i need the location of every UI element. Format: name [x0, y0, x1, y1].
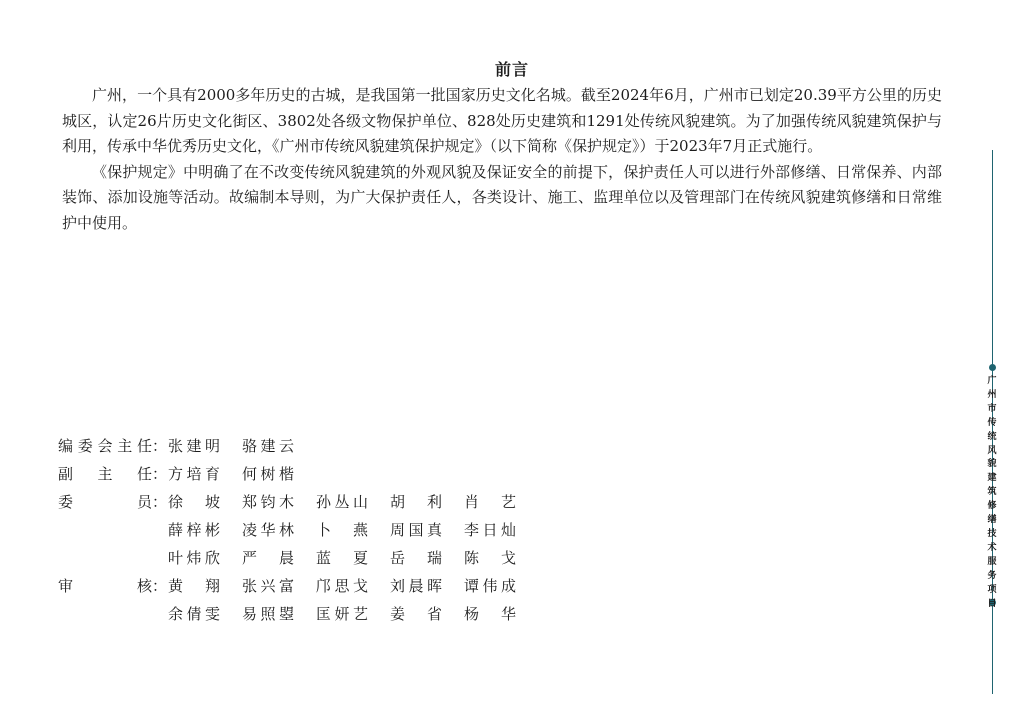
committee-member-name: 肖 艺	[464, 493, 516, 511]
committee-names	[168, 572, 538, 600]
committee-role	[58, 432, 168, 460]
committee-row	[58, 460, 538, 488]
committee-role	[58, 488, 168, 516]
committee-names	[168, 600, 538, 628]
committee-role-colon	[152, 544, 168, 572]
committee-member-name: 凌 华 林	[242, 521, 294, 539]
committee-role-colon: ：	[152, 493, 168, 511]
editorial-committee	[58, 432, 538, 628]
committee-member-name: 卜 燕	[316, 521, 368, 539]
committee-member-name: 周 国 真	[390, 521, 442, 539]
committee-role	[58, 544, 168, 572]
committee-member-name: 徐 坡	[168, 493, 220, 511]
committee-role-label	[58, 516, 152, 544]
committee-member-name: 严 晨	[242, 549, 294, 567]
committee-names	[168, 516, 538, 544]
committee-row	[58, 572, 538, 600]
committee-member-name: 杨 华	[464, 605, 516, 623]
committee-role-label: 编 委 会 主 任	[58, 437, 152, 455]
committee-member-name: 刘 晨 晖	[390, 577, 442, 595]
committee-role-label	[58, 600, 152, 628]
committee-role	[58, 460, 168, 488]
committee-member-name: 何 树 楷	[242, 465, 294, 483]
committee-role-colon: ：	[152, 577, 168, 595]
side-project-label: 广州市传统风貌建筑修缮技术服务项目	[987, 376, 997, 609]
committee-member-name: 邝 思 戈	[316, 577, 368, 595]
committee-names	[168, 488, 538, 516]
committee-row	[58, 488, 538, 516]
committee-member-name: 薛 梓 彬	[168, 521, 220, 539]
side-dot-top	[989, 364, 996, 371]
preface-paragraph: 广州，一个具有2000多年历史的古城，是我国第一批国家历史文化名城。截至2024年6月，广州市已划定20.39平方公里的历史城区，认定26片历史文化街区、3802处各级文物保护单位、828处历史建筑和1291处传统风貌建筑。为了加强传统风貌建筑保护与利用，传承中华优秀历史文化，《广州市传统风貌建筑保护规定》（以下简称《保护规定》）于2023年7月正式施行。	[62, 86, 942, 155]
committee-member-name: 孙 丛 山	[316, 493, 368, 511]
committee-member-name: 方 培 育	[168, 465, 220, 483]
committee-role-colon	[152, 600, 168, 628]
committee-role	[58, 600, 168, 628]
committee-names	[168, 544, 538, 572]
committee-member-name: 匡 妍 艺	[316, 605, 368, 623]
committee-role	[58, 516, 168, 544]
committee-member-name: 岳 瑞	[390, 549, 442, 567]
committee-role-label: 副 主 任	[58, 465, 152, 483]
committee-member-name: 张 兴 富	[242, 577, 294, 595]
committee-names	[168, 460, 316, 488]
committee-member-name: 张 建 明	[168, 437, 220, 455]
committee-role-label	[58, 544, 152, 572]
committee-member-name: 姜 省	[390, 605, 442, 623]
page-title: 前言	[494, 60, 529, 79]
committee-row	[58, 516, 538, 544]
committee-role-label: 审 核	[58, 577, 152, 595]
committee-member-name: 陈 戈	[464, 549, 516, 567]
committee-member-name: 黄 翔	[168, 577, 220, 595]
committee-row	[58, 544, 538, 572]
committee-member-name: 郑 钧 木	[242, 493, 294, 511]
committee-row	[58, 432, 538, 460]
committee-role-colon	[152, 516, 168, 544]
committee-role-label: 委 员	[58, 493, 152, 511]
committee-member-name: 胡 利	[390, 493, 442, 511]
committee-member-name: 叶 炜 欣	[168, 549, 220, 567]
committee-role-colon: ：	[152, 437, 168, 455]
committee-names	[168, 432, 316, 460]
committee-member-name: 骆 建 云	[242, 437, 294, 455]
committee-role-colon: ：	[152, 465, 168, 483]
committee-member-name: 蓝 夏	[316, 549, 368, 567]
committee-row	[58, 600, 538, 628]
committee-role	[58, 572, 168, 600]
committee-member-name: 易 照 曌	[242, 605, 294, 623]
committee-member-name: 谭 伟 成	[464, 577, 516, 595]
committee-member-name: 余 倩 雯	[168, 605, 220, 623]
preface-body	[62, 83, 942, 236]
preface-paragraph: 《保护规定》中明确了在不改变传统风貌建筑的外观风貌及保证安全的前提下，保护责任人可以进行外部修缮、日常保养、内部装饰、添加设施等活动。故编制本导则，为广大保护责任人，各类设计、施工、监理单位以及管理部门在传统风貌建筑修缮和日常维护中使用。	[62, 162, 942, 232]
committee-member-name: 李 日 灿	[464, 521, 516, 539]
